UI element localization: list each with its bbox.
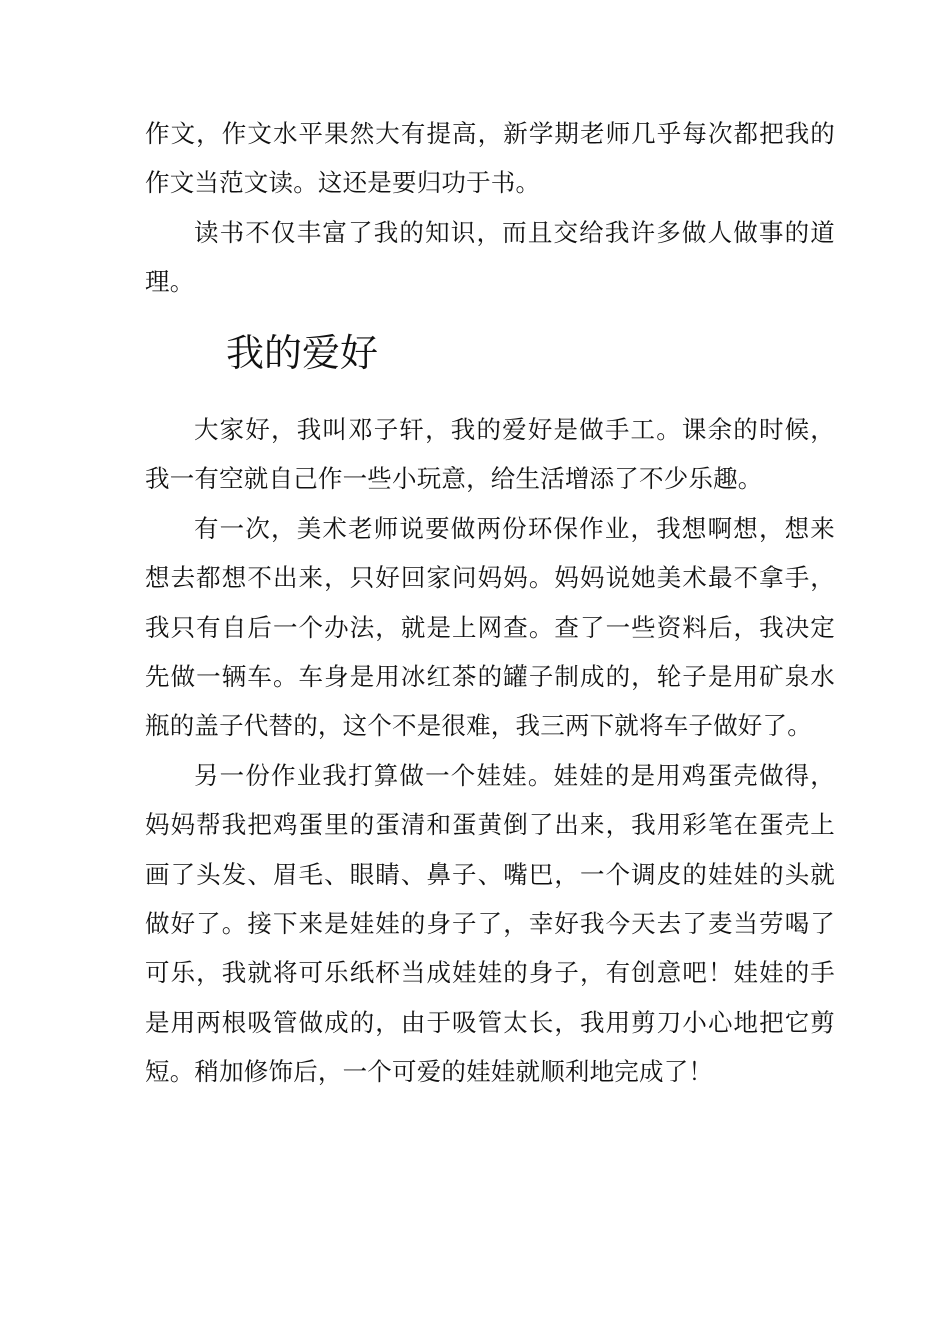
essay-body: [145, 405, 835, 1097]
essay-paragraph-3: 另一份作业我打算做一个娃娃。娃娃的是用鸡蛋壳做得，妈妈帮我把鸡蛋里的蛋清和蛋黄倒了出来，我用彩笔在蛋壳上画了头发、眉毛、眼睛、鼻子、嘴巴，一个调皮的娃娃的头就做好了。接下来是娃娃的身子了，幸好我今天去了麦当劳喝了可乐，我就将可乐纸杯当成娃娃的身子，有创意吧！娃娃的手是用两根吸管做成的，由于吸管太长，我用剪刀小心地把它剪短。稍加修饰后，一个可爱的娃娃就顺利地完成了！: [145, 760, 835, 1087]
essay-title: 我的爱好: [226, 331, 379, 375]
previous-essay-paragraph-2: 读书不仅丰富了我的知识，而且交给我许多做人做事的道理。: [145, 217, 835, 297]
previous-essay-ending: [145, 109, 835, 307]
essay-paragraph-1: 大家好，我叫邓子轩，我的爱好是做手工。课余的时候，我一有空就自己作一些小玩意，给生活增添了不少乐趣。: [145, 415, 835, 494]
previous-essay-paragraph-1: 作文，作文水平果然大有提高，新学期老师几乎每次都把我的作文当范文读。这还是要归功于书。: [145, 119, 835, 198]
essay-paragraph-2: 有一次，美术老师说要做两份环保作业，我想啊想，想来想去都想不出来，只好回家问妈妈。妈妈说她美术最不拿手，我只有自后一个办法，就是上网查。查了一些资料后，我决定先做一辆车。车身是用冰红茶的罐子制成的，轮子是用矿泉水瓶的盖子代替的，这个不是很难，我三两下就将车子做好了。: [145, 513, 835, 741]
